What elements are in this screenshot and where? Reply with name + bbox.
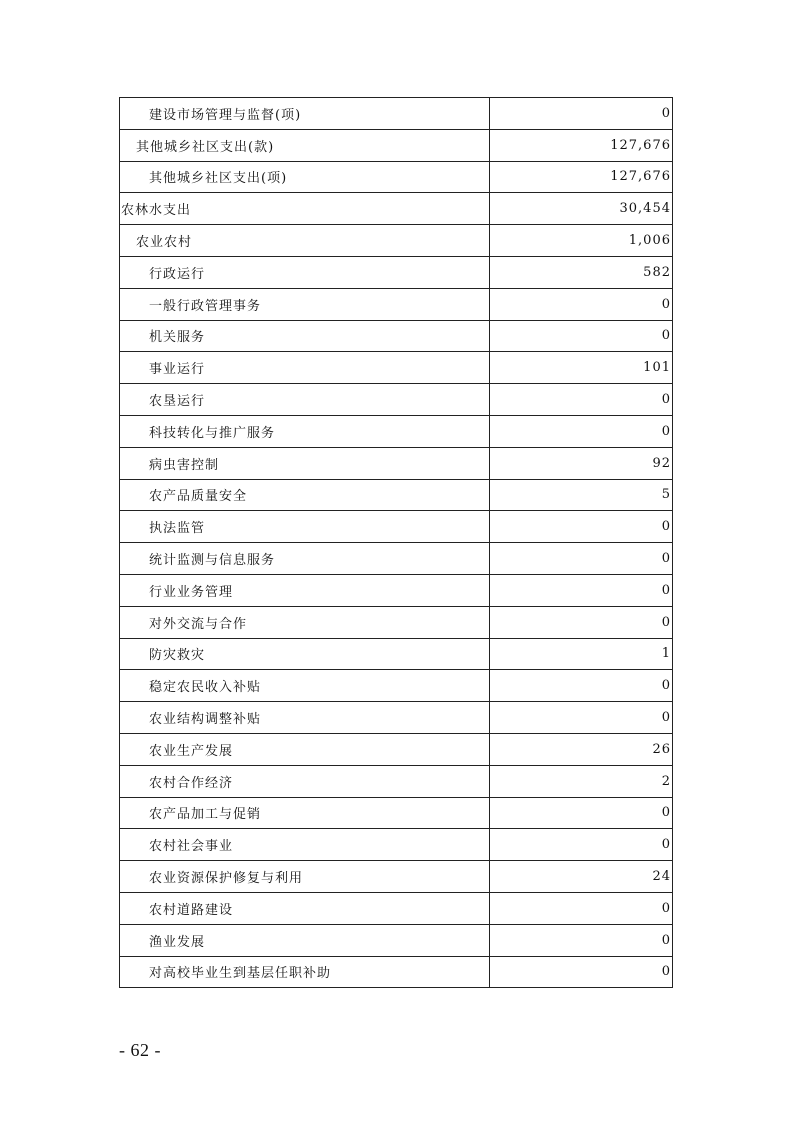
amount-cell: 0 <box>490 606 673 638</box>
amount-cell: 0 <box>490 98 673 130</box>
page-number: - 62 - <box>119 1040 161 1060</box>
table-row <box>120 511 673 543</box>
amount-cell: 582 <box>490 256 673 288</box>
amount-cell: 24 <box>490 861 673 893</box>
table-row <box>120 225 673 257</box>
item-name-cell: 农产品加工与促销 <box>120 797 490 829</box>
table-row <box>120 384 673 416</box>
item-name-cell: 统计监测与信息服务 <box>120 543 490 575</box>
table-row <box>120 638 673 670</box>
amount-cell: 0 <box>490 797 673 829</box>
amount-cell: 0 <box>490 384 673 416</box>
amount-cell: 0 <box>490 574 673 606</box>
amount-cell: 5 <box>490 479 673 511</box>
amount-cell: 127,676 <box>490 161 673 193</box>
table-row <box>120 320 673 352</box>
amount-cell: 0 <box>490 415 673 447</box>
item-name-cell: 执法监管 <box>120 511 490 543</box>
item-name-cell: 建设市场管理与监督(项) <box>120 98 490 130</box>
amount-cell: 0 <box>490 288 673 320</box>
budget-expenditure-table <box>119 97 673 988</box>
item-name-cell: 科技转化与推广服务 <box>120 415 490 447</box>
amount-cell: 92 <box>490 447 673 479</box>
amount-cell: 0 <box>490 320 673 352</box>
table-row <box>120 288 673 320</box>
item-name-cell: 农业结构调整补贴 <box>120 702 490 734</box>
amount-cell: 0 <box>490 702 673 734</box>
item-name-cell: 对高校毕业生到基层任职补助 <box>120 956 490 988</box>
item-name-cell: 农业生产发展 <box>120 733 490 765</box>
table-body <box>120 98 673 988</box>
item-name-cell: 渔业发展 <box>120 924 490 956</box>
item-name-cell: 事业运行 <box>120 352 490 384</box>
item-name-cell: 对外交流与合作 <box>120 606 490 638</box>
table-row <box>120 861 673 893</box>
amount-cell: 0 <box>490 892 673 924</box>
table-row <box>120 161 673 193</box>
amount-cell: 0 <box>490 511 673 543</box>
item-name-cell: 农产品质量安全 <box>120 479 490 511</box>
table-row <box>120 129 673 161</box>
table-row <box>120 733 673 765</box>
item-name-cell: 其他城乡社区支出(款) <box>120 129 490 161</box>
table-row <box>120 606 673 638</box>
table-row <box>120 193 673 225</box>
item-name-cell: 农业农村 <box>120 225 490 257</box>
amount-cell: 0 <box>490 670 673 702</box>
table-row <box>120 98 673 130</box>
table-row <box>120 574 673 606</box>
amount-cell: 1 <box>490 638 673 670</box>
item-name-cell: 机关服务 <box>120 320 490 352</box>
table-row <box>120 256 673 288</box>
amount-cell: 30,454 <box>490 193 673 225</box>
amount-cell: 0 <box>490 956 673 988</box>
table-row <box>120 765 673 797</box>
item-name-cell: 行业业务管理 <box>120 574 490 606</box>
item-name-cell: 病虫害控制 <box>120 447 490 479</box>
amount-cell: 1,006 <box>490 225 673 257</box>
amount-cell: 127,676 <box>490 129 673 161</box>
table-row <box>120 702 673 734</box>
amount-cell: 0 <box>490 543 673 575</box>
item-name-cell: 农村社会事业 <box>120 829 490 861</box>
table-row <box>120 956 673 988</box>
table-row <box>120 447 673 479</box>
amount-cell: 0 <box>490 924 673 956</box>
table-row <box>120 543 673 575</box>
item-name-cell: 农业资源保护修复与利用 <box>120 861 490 893</box>
table-row <box>120 892 673 924</box>
table-row <box>120 352 673 384</box>
amount-cell: 2 <box>490 765 673 797</box>
item-name-cell: 农村合作经济 <box>120 765 490 797</box>
table-row <box>120 479 673 511</box>
item-name-cell: 一般行政管理事务 <box>120 288 490 320</box>
table-row <box>120 829 673 861</box>
item-name-cell: 防灾救灾 <box>120 638 490 670</box>
item-name-cell: 农垦运行 <box>120 384 490 416</box>
item-name-cell: 农林水支出 <box>120 193 490 225</box>
item-name-cell: 农村道路建设 <box>120 892 490 924</box>
amount-cell: 26 <box>490 733 673 765</box>
item-name-cell: 行政运行 <box>120 256 490 288</box>
amount-cell: 0 <box>490 829 673 861</box>
table-row <box>120 670 673 702</box>
item-name-cell: 稳定农民收入补贴 <box>120 670 490 702</box>
table-row <box>120 415 673 447</box>
amount-cell: 101 <box>490 352 673 384</box>
table-row <box>120 924 673 956</box>
table-row <box>120 797 673 829</box>
item-name-cell: 其他城乡社区支出(项) <box>120 161 490 193</box>
